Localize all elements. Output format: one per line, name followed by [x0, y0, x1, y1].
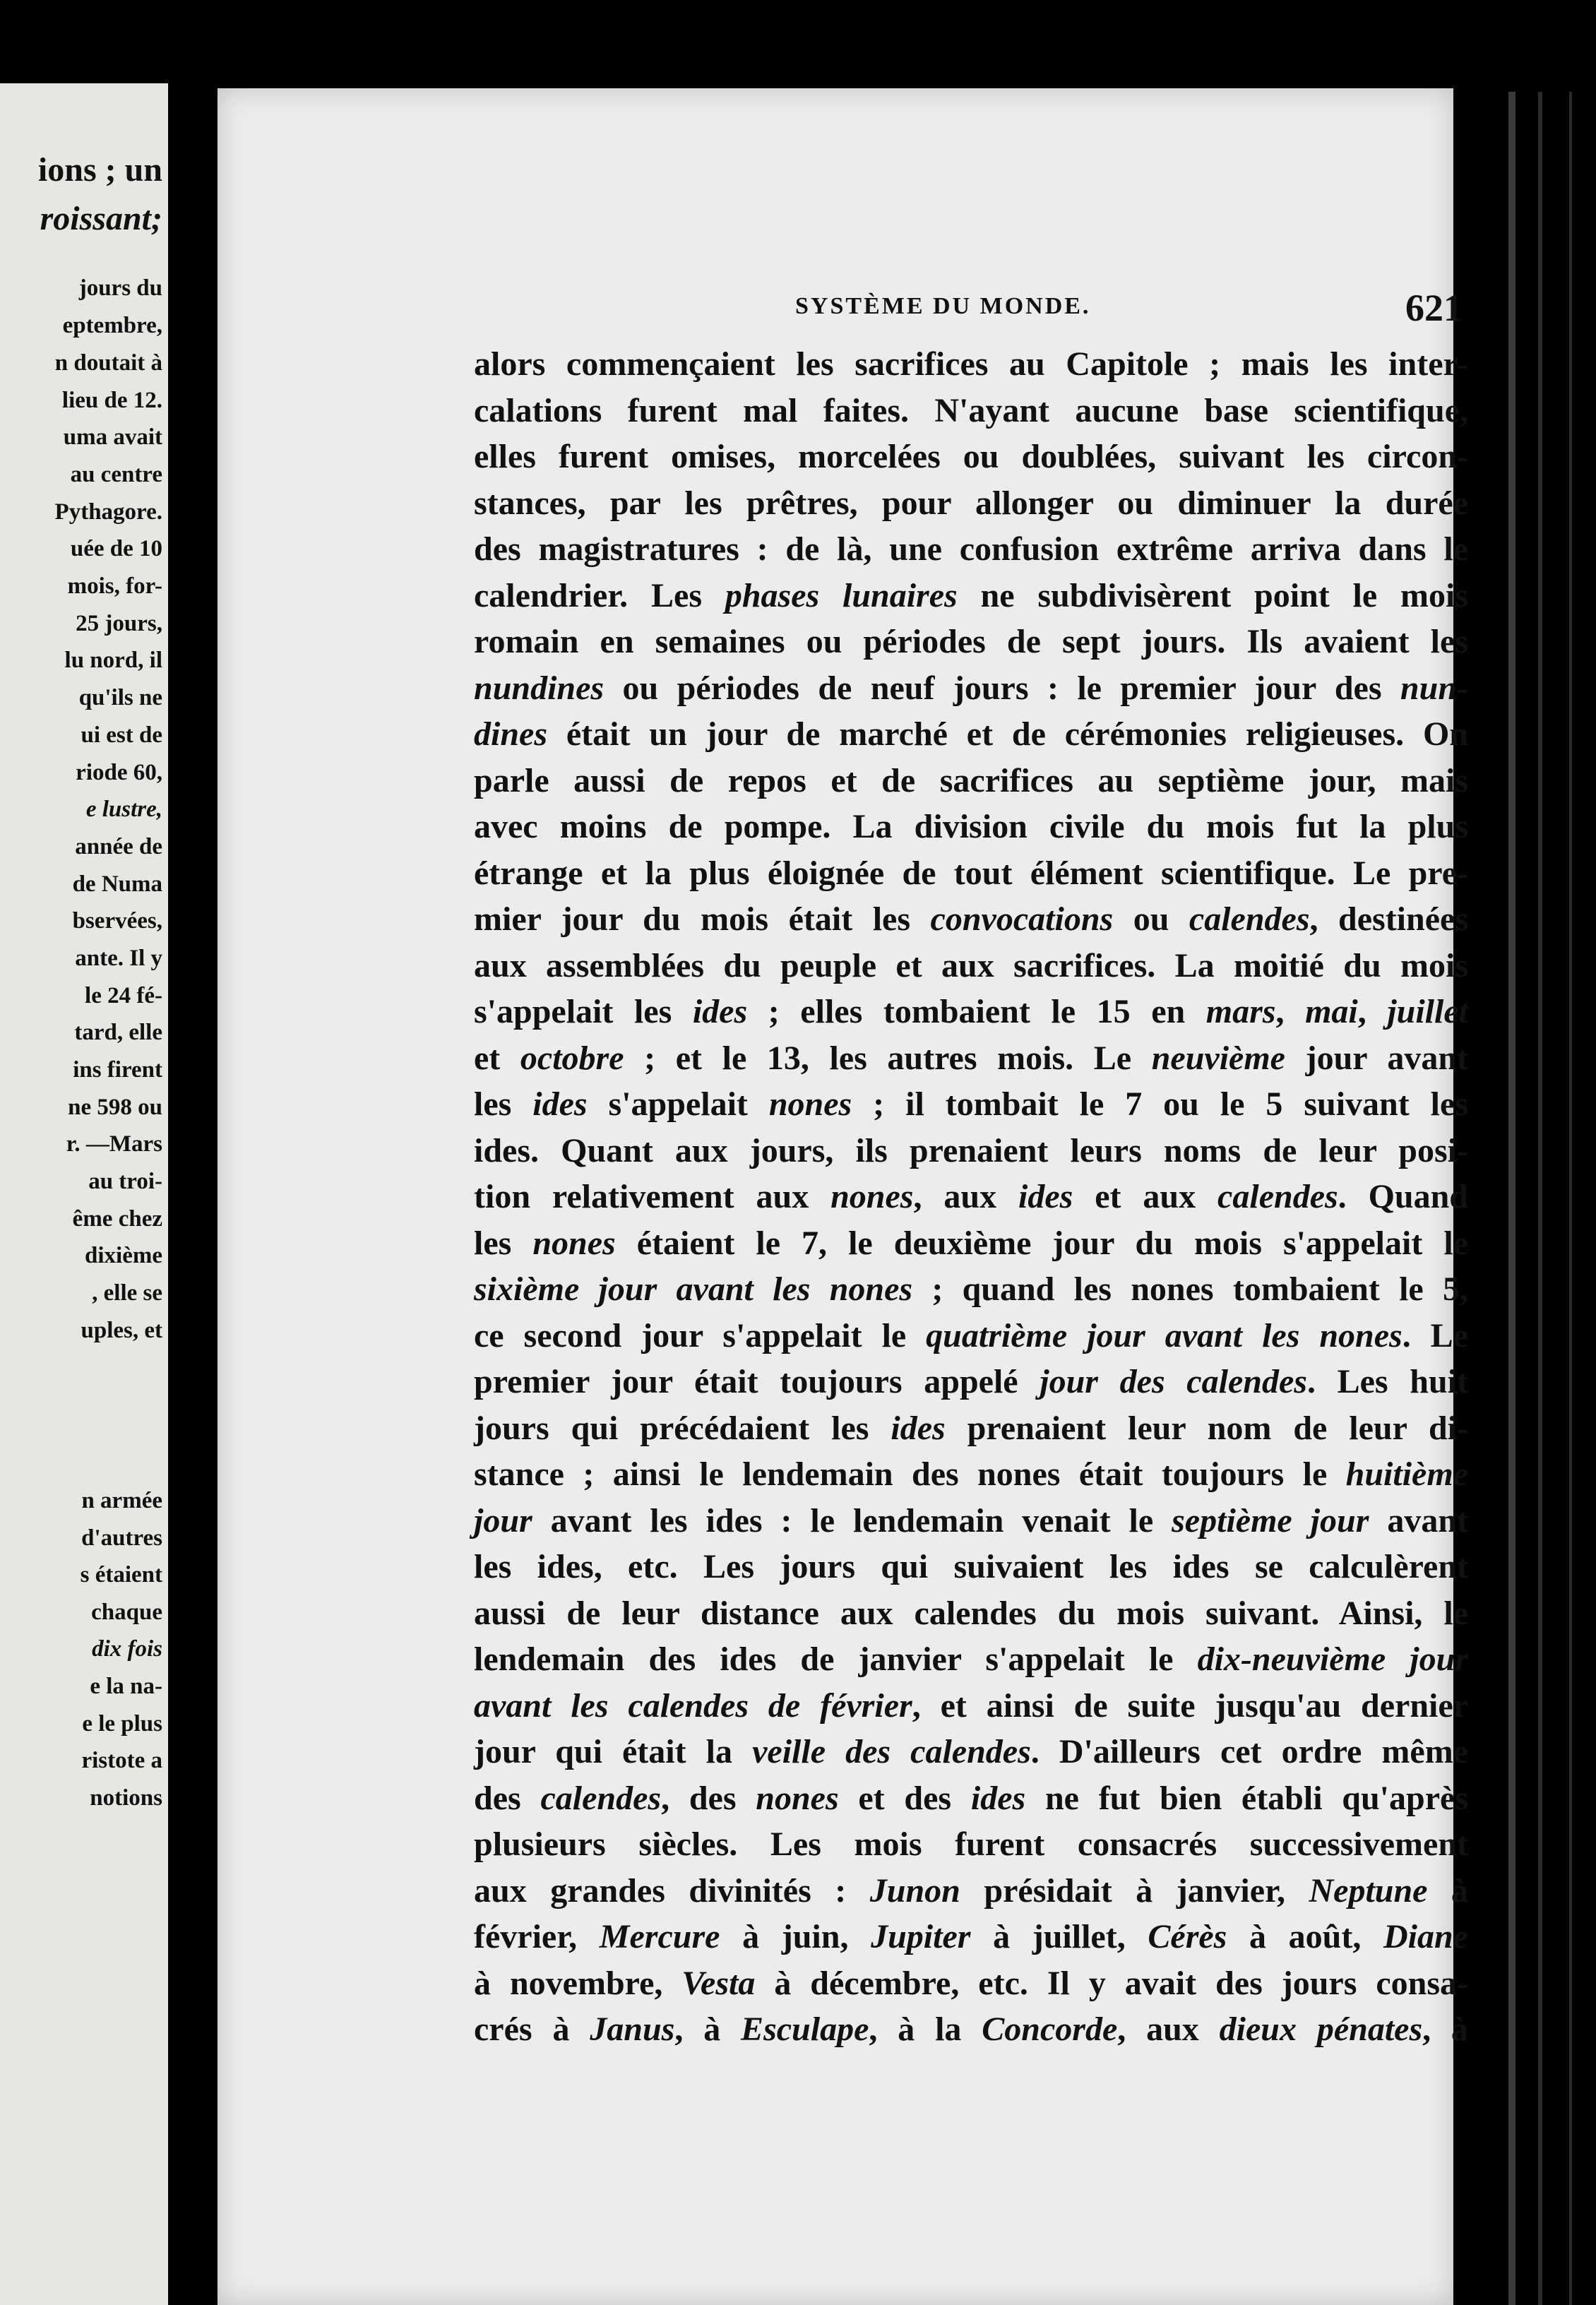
- left-page-line: d'autres: [81, 1525, 162, 1551]
- italic-term: calendes: [1217, 1178, 1338, 1215]
- body-line: stances, par les prêtres, pour allonger ou diminuer la durée: [474, 484, 1468, 522]
- italic-term: dix-neuvième jour: [1197, 1640, 1468, 1678]
- left-page-line: ions ; un: [37, 151, 162, 189]
- left-page-line: uma avait: [63, 424, 162, 450]
- italic-term: dines: [474, 715, 548, 753]
- italic-term: calendes: [1189, 900, 1310, 938]
- body-line: elles furent omises, morcelées ou doublées, suivant les circon-: [474, 438, 1468, 475]
- italic-term: Cérès: [1148, 1918, 1227, 1955]
- italic-term: Diane: [1383, 1918, 1468, 1955]
- body-line: alors commençaient les sacrifices au Capitole ; mais les inter-: [474, 345, 1468, 383]
- italic-term: nun-: [1400, 669, 1468, 707]
- body-line: aux assemblées du peuple et aux sacrifices. La moitié du mois: [474, 946, 1468, 984]
- left-page-line: ui est de: [81, 722, 162, 748]
- italic-term: ides: [970, 1779, 1026, 1817]
- body-text: [474, 341, 1468, 2053]
- italic-term: nundines: [474, 669, 605, 707]
- left-page-line: roissant;: [40, 200, 162, 237]
- body-line: plusieurs siècles. Les mois furent consacrés successivement: [474, 1825, 1468, 1863]
- left-page-line: ne 598 ou: [68, 1095, 162, 1120]
- body-line: nundines ou périodes de neuf jours : le premier jour des nun-: [474, 669, 1468, 707]
- left-page-line: e la na-: [90, 1674, 162, 1699]
- italic-term: octobre: [520, 1039, 624, 1077]
- body-line: jour qui était la veille des calendes. D'ailleurs cet ordre même: [474, 1733, 1469, 1770]
- italic-term: ides: [1018, 1178, 1073, 1215]
- body-line: ides. Quant aux jours, ils prenaient leurs noms de leur posi-: [474, 1131, 1468, 1169]
- left-page-line: chaque: [91, 1600, 162, 1625]
- left-page-line: au troi-: [88, 1169, 162, 1194]
- italic-term: nones: [830, 1178, 914, 1215]
- italic-term: avant les calendes de février: [474, 1686, 912, 1725]
- binding-stripe: [1569, 92, 1572, 2305]
- left-page-line: n armée: [81, 1488, 162, 1513]
- italic-term: nones: [756, 1779, 839, 1817]
- body-line: à novembre, Vesta à décembre, etc. Il y avait des jours consa-: [474, 1964, 1469, 2002]
- italic-term: mai: [1305, 993, 1358, 1030]
- body-line: premier jour était toujours appelé jour des calendes. Les huit: [474, 1363, 1468, 1400]
- body-line: aux grandes divinités : Junon présidait à janvier, Neptune à: [474, 1871, 1468, 1910]
- body-line: ce second jour s'appelait le quatrième jour avant les nones. Le: [474, 1316, 1468, 1354]
- body-line: tion relativement aux nones, aux ides et aux calendes. Quand: [474, 1178, 1469, 1215]
- body-line: février, Mercure à juin, Jupiter à juillet, Cérès à août, Diane: [474, 1918, 1468, 1955]
- body-line: romain en semaines ou périodes de sept jours. Ils avaient les: [474, 623, 1468, 660]
- italic-term: ides: [692, 993, 748, 1030]
- body-line: stance ; ainsi le lendemain des nones était toujours le huitième: [474, 1455, 1468, 1493]
- left-page-line: 25 jours,: [76, 611, 162, 636]
- body-line: jours qui précédaient les ides prenaient leur nom de leur di-: [474, 1409, 1468, 1447]
- page-number: 621: [1405, 287, 1463, 329]
- left-page-line: eptembre,: [62, 313, 162, 338]
- body-line: des calendes, des nones et des ides ne fut bien établi qu'après: [474, 1779, 1469, 1817]
- left-page-fragment: [0, 83, 168, 2305]
- left-page-line: e lustre,: [85, 797, 162, 822]
- italic-term: sixième jour avant les nones: [474, 1270, 913, 1308]
- italic-term: calendes: [540, 1779, 662, 1817]
- italic-term: Janus: [590, 2011, 675, 2048]
- italic-term: phases lunaires: [725, 576, 958, 614]
- left-page-line: année de: [75, 834, 162, 859]
- italic-term: jour des calendes: [1040, 1363, 1307, 1400]
- italic-term: Vesta: [681, 1964, 756, 2002]
- left-page-line: jours du: [78, 275, 162, 301]
- italic-term: nones: [768, 1085, 852, 1123]
- left-page-line: tard, elle: [74, 1020, 162, 1045]
- body-line: les ides s'appelait nones ; il tombait le 7 ou le 5 suivant les: [474, 1085, 1468, 1123]
- italic-term: nones: [532, 1224, 616, 1262]
- body-line: lendemain des ides de janvier s'appelait le dix-neuvième jour: [474, 1640, 1468, 1678]
- body-line: crés à Janus, à Esculape, à la Concorde, aux dieux pénates, à: [474, 2011, 1468, 2048]
- left-page-line: Pythagore.: [54, 499, 162, 525]
- italic-term: Jupiter: [871, 1918, 971, 1955]
- left-page-line: ins firent: [73, 1057, 162, 1083]
- italic-term: ides: [532, 1085, 588, 1123]
- body-line: avec moins de pompe. La division civile du mois fut la plus: [474, 808, 1468, 845]
- left-page-line: riode 60,: [76, 760, 162, 785]
- left-page-line: , elle se: [92, 1280, 162, 1306]
- left-page-line: ristote a: [81, 1748, 162, 1773]
- left-page-line: n doutait à: [54, 350, 162, 376]
- left-page-line: mois, for-: [67, 573, 162, 599]
- left-page-line: lu nord, il: [64, 648, 162, 673]
- body-line: sixième jour avant les nones ; quand les nones tombaient le 5,: [474, 1270, 1468, 1308]
- body-line: les ides, etc. Les jours qui suivaient les ides se calculèrent: [474, 1548, 1468, 1585]
- left-page-line: qu'ils ne: [78, 685, 162, 710]
- italic-term: ides: [891, 1409, 946, 1447]
- binding-stripe: [1538, 92, 1542, 2305]
- body-line: s'appelait les ides ; elles tombaient le 15 en mars, mai, juillet: [474, 993, 1468, 1030]
- left-page-line: au centre: [70, 462, 162, 487]
- body-line: parle aussi de repos et de sacrifices au septième jour, mais: [474, 761, 1468, 799]
- left-page-line: s étaient: [80, 1562, 162, 1588]
- italic-term: jour: [474, 1501, 532, 1539]
- left-page-line: uée de 10: [70, 536, 162, 561]
- left-page-line: uples, et: [81, 1318, 162, 1343]
- left-page-line: de Numa: [72, 871, 162, 897]
- left-page-line: dixième: [85, 1243, 162, 1268]
- body-line: étrange et la plus éloignée de tout élément scientifique. Le pre-: [474, 854, 1468, 892]
- italic-term: Mercure: [599, 1918, 720, 1955]
- italic-term: juillet: [1387, 993, 1468, 1030]
- binding-stripe: [1508, 92, 1515, 2305]
- italic-term: septième jour: [1172, 1501, 1369, 1539]
- left-page-line: ante. Il y: [75, 946, 162, 971]
- running-head: SYSTÈME DU MONDE.: [795, 293, 1091, 319]
- body-line: calendrier. Les phases lunaires ne subdivisèrent point le mois: [474, 576, 1468, 614]
- left-page-line: r. —Mars: [66, 1131, 162, 1157]
- left-page-line: ême chez: [72, 1206, 162, 1232]
- left-page-line: bservées,: [72, 908, 162, 934]
- italic-term: dieux pénates: [1219, 2011, 1423, 2048]
- left-page-line: notions: [90, 1785, 162, 1811]
- italic-term: mars: [1205, 993, 1276, 1030]
- italic-term: neuvième: [1151, 1039, 1285, 1077]
- body-line: calations furent mal faites. N'ayant aucune base scientifique,: [474, 391, 1468, 429]
- italic-term: Neptune: [1309, 1871, 1428, 1910]
- left-page-line: e le plus: [82, 1711, 162, 1737]
- left-page-line: dix fois: [92, 1636, 162, 1662]
- left-page-line: le 24 fé-: [85, 983, 162, 1008]
- italic-term: quatrième jour avant les nones: [926, 1316, 1403, 1354]
- body-line: des magistratures : de là, une confusion extrême arriva dans le: [474, 530, 1468, 568]
- italic-term: veille des calendes: [752, 1733, 1031, 1770]
- body-line: et octobre ; et le 13, les autres mois. Le neuvième jour avant: [474, 1039, 1469, 1077]
- body-line: jour avant les ides : le lendemain venait le septième jour avant: [474, 1501, 1469, 1539]
- italic-term: Esculape: [741, 2011, 869, 2048]
- body-line: avant les calendes de février, et ainsi de suite jusqu'au dernier: [474, 1686, 1468, 1725]
- left-page-line: lieu de 12.: [61, 388, 162, 413]
- italic-term: Junon: [869, 1871, 960, 1910]
- italic-term: convocations: [930, 900, 1114, 938]
- italic-term: huitième: [1345, 1455, 1468, 1493]
- body-line: mier jour du mois était les convocations ou calendes, destinées: [474, 900, 1469, 938]
- body-line: aussi de leur distance aux calendes du mois suivant. Ainsi, le: [474, 1594, 1468, 1632]
- body-line: les nones étaient le 7, le deuxième jour du mois s'appelait le: [474, 1224, 1469, 1262]
- main-page: [218, 88, 1469, 2305]
- body-line: dines était un jour de marché et de cérémonies religieuses. On: [474, 715, 1468, 753]
- italic-term: Concorde: [982, 2011, 1118, 2048]
